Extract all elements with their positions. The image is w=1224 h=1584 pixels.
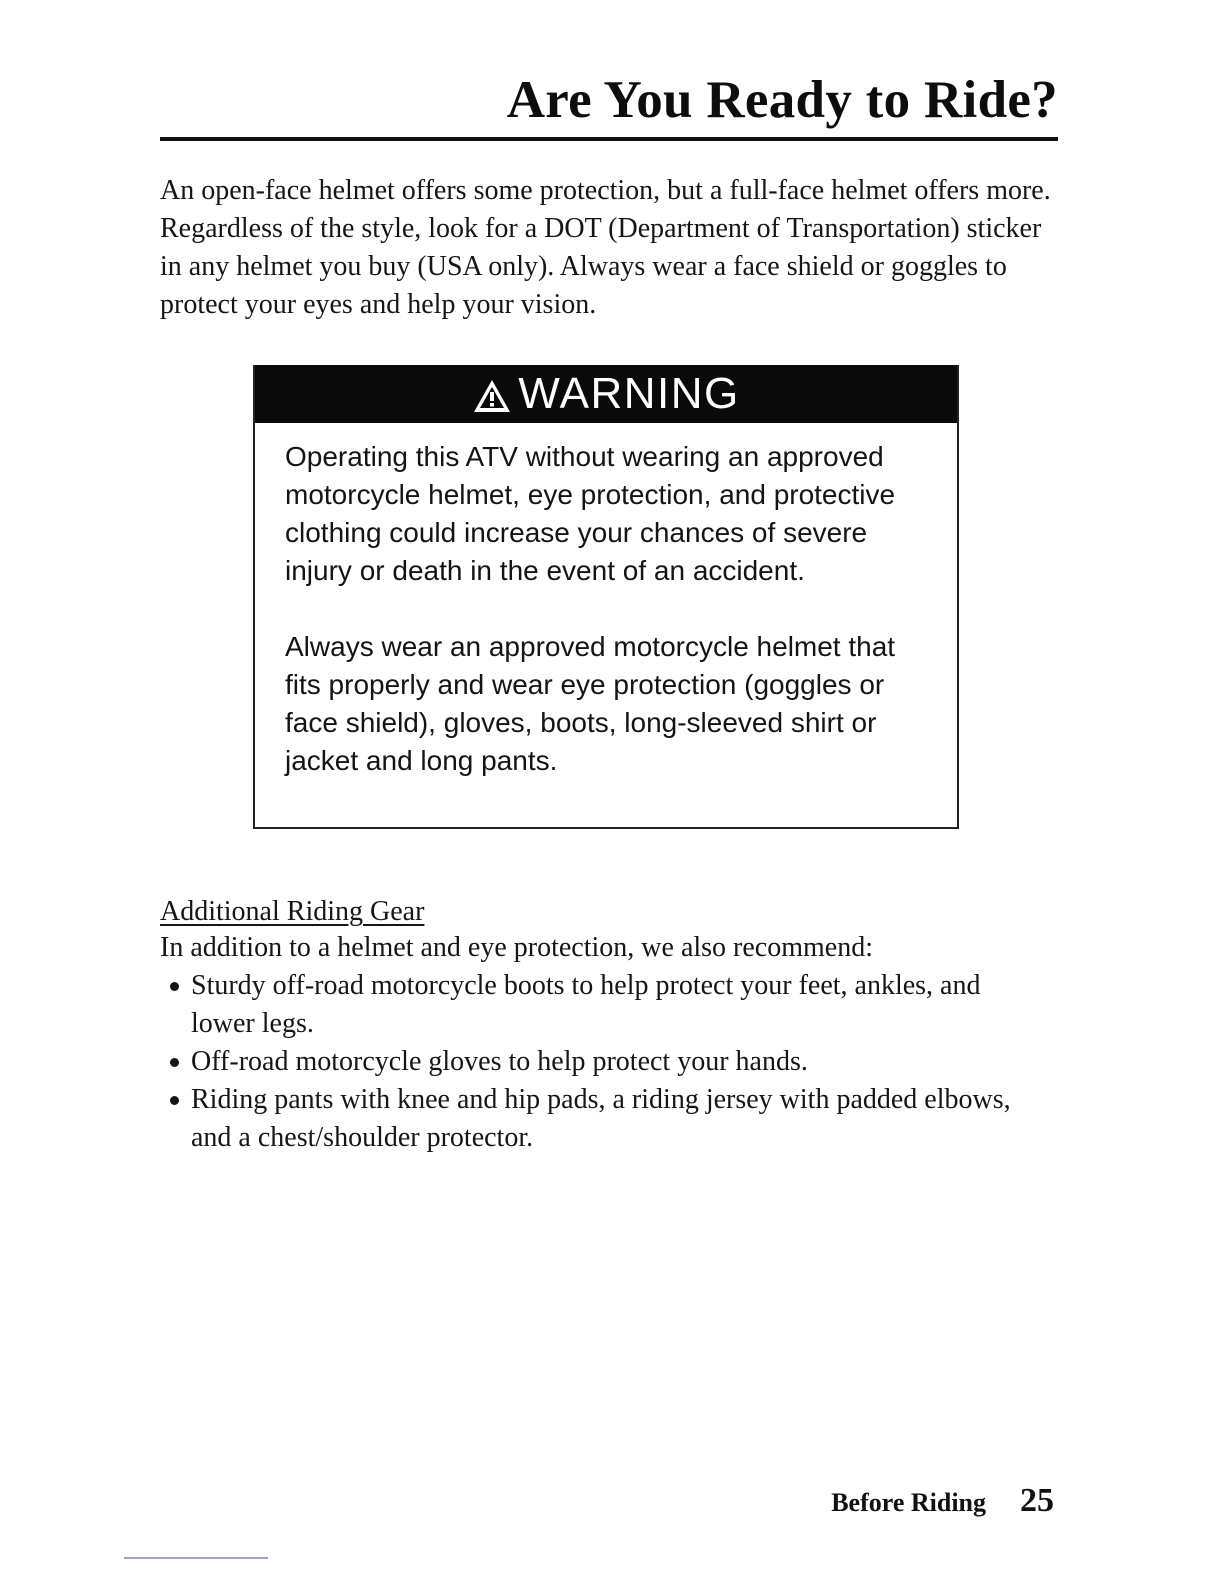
- title-rule: [160, 137, 1058, 141]
- footer-section-name: Before Riding: [831, 1488, 986, 1517]
- bullet-icon: [170, 982, 179, 991]
- warning-paragraph: Operating this ATV without wearing an approved motorcycle helmet, eye protection, and protective clothing could increase your chances of severe injury or death in the event of an accident.: [285, 441, 896, 586]
- warning-header: [255, 365, 957, 423]
- intro-paragraph: An open-face helmet offers some protection, but a full-face helmet offers more. Regardless of the style, look for a DOT (Department of Transportation) sticker in any helmet you buy (USA only). Always wear a face shield or goggles to protect your eyes and help your vision.: [160, 175, 1051, 320]
- list-item: [167, 1043, 1047, 1081]
- warning-label: WARNING: [518, 369, 740, 418]
- warning-box: [253, 365, 959, 829]
- page-footer: [831, 1482, 1054, 1520]
- gear-list: [167, 967, 1047, 1157]
- list-item-text: Sturdy off-road motorcycle boots to help protect your feet, ankles, and lower legs.: [191, 970, 981, 1039]
- warning-body: [255, 423, 957, 780]
- page-title: Are You Ready to Ride?: [506, 71, 1058, 129]
- list-item: [167, 1081, 1047, 1157]
- bullet-icon: [170, 1096, 179, 1105]
- list-item-text: Riding pants with knee and hip pads, a riding jersey with padded elbows, and a chest/shoulder protector.: [191, 1084, 1011, 1153]
- page-number: 25: [1020, 1482, 1054, 1519]
- list-item-text: Off-road motorcycle gloves to help protect your hands.: [191, 1046, 808, 1077]
- list-item: [167, 967, 1047, 1043]
- scan-artifact-line: [124, 1557, 268, 1559]
- section-heading-additional-riding-gear: Additional Riding Gear: [160, 896, 425, 927]
- warning-triangle-icon: [472, 378, 512, 414]
- warning-paragraph: Always wear an approved motorcycle helmet that fits properly and wear eye protection (goggles or face shield), gloves, boots, long-sleeved shirt or jacket and long pants.: [285, 631, 896, 776]
- section-intro: In addition to a helmet and eye protection, we also recommend:: [160, 932, 873, 963]
- bullet-icon: [170, 1058, 179, 1067]
